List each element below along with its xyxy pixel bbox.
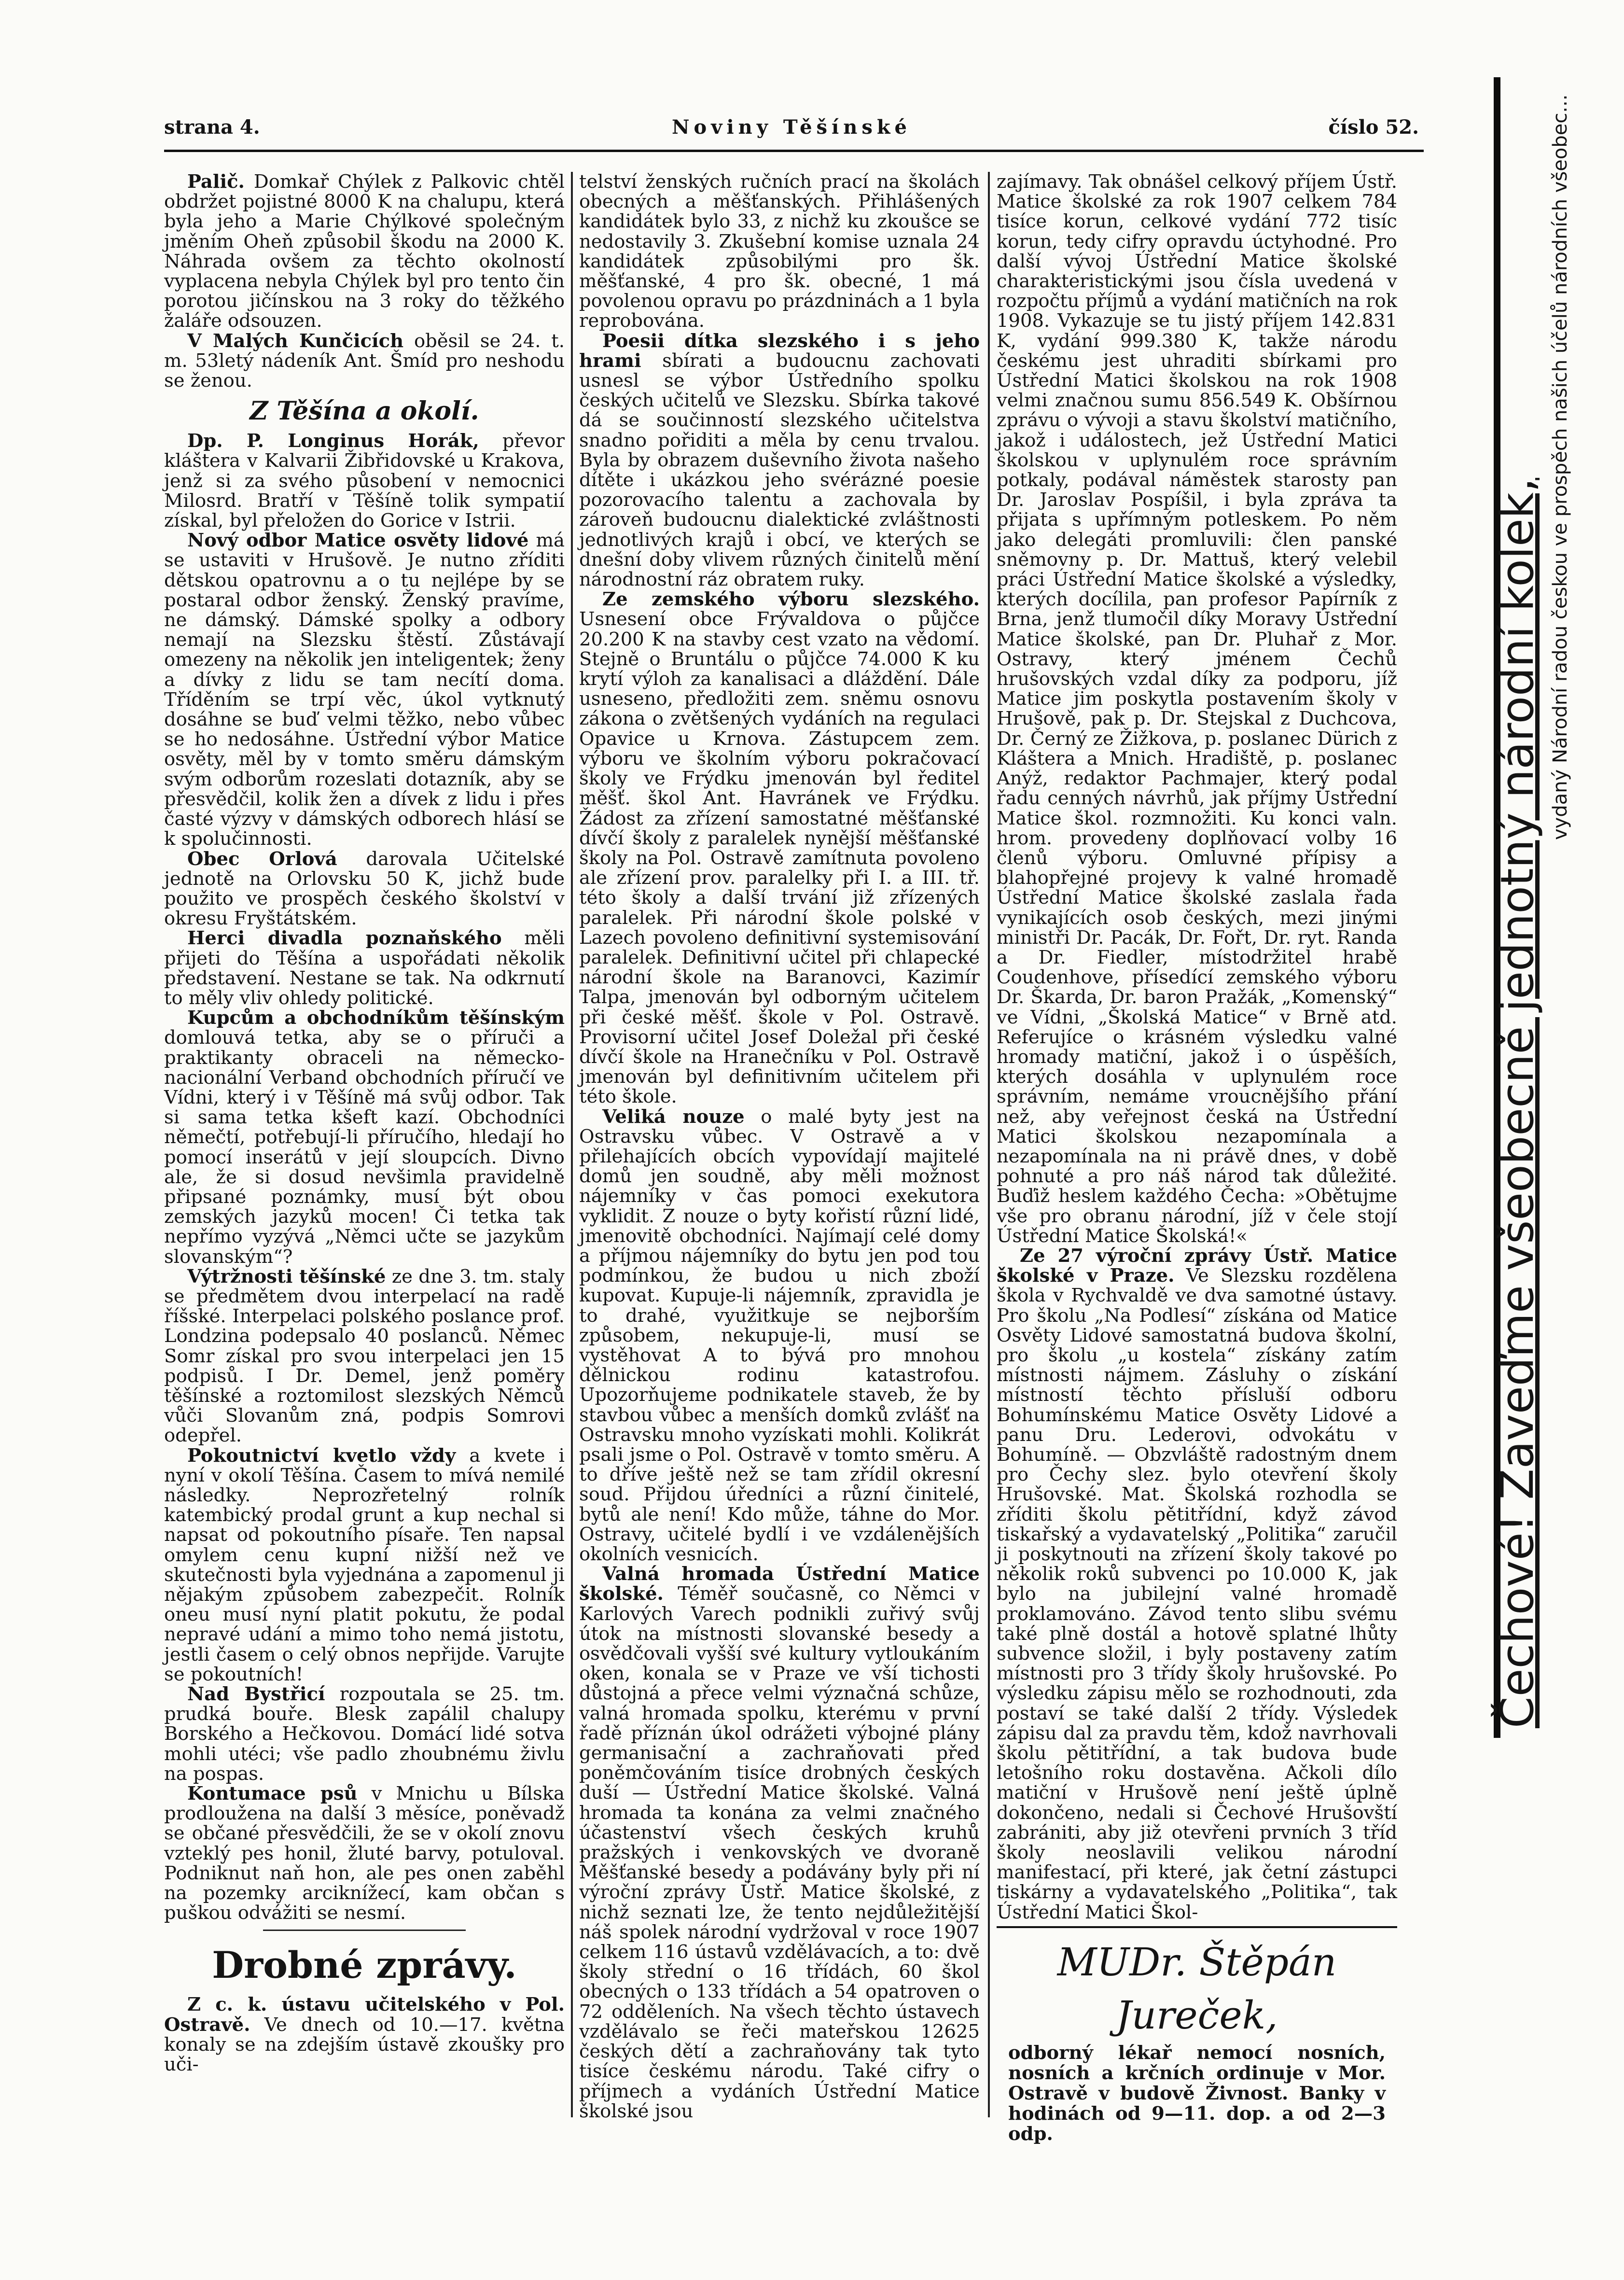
article-lead: Výtržnosti těšínské <box>187 1265 386 1287</box>
article-lead: Palič. <box>187 171 245 193</box>
article-lead: Kupcům a obchodníkům těšínským <box>187 1007 565 1029</box>
ad-body: odborný lékař nemocí nosních, nosních a krčních ordinuje v Mor. Ostravě v budově Živnost. Banky v hodinách od 9—11. dop. a od 2—3 odp. <box>1008 2042 1386 2145</box>
article-body: Ve Slezsku rozdělena škola v Rychvaldě ve dva samotné ústavy. Pro školu „Na Podlesí“ získána od Matice Osvěty Lidové samostatná budova školní, pro školu „u kostela“ získány zatím místnosti nájmem. Zásluhy o získání místností těchto přísluší odboru Bohumínskému Matice Osvěty Lidové a panu Dru. Lederovi, odvokátu v Bohumíně. — Obzvláště radostným dnem pro Čechy slez. bylo otevření školy Hrušovské. Mat. Školská rozhodla se zříditi školu pětitřídní, když závod tiskařský a vydavatelský „Politika“ zaručil ji poskytnouti na zřízení školy takové po několik roků subvenci po 10.000 K, jak bylo na jubilejní valné hromadě proklamováno. Závod tento slibu svému také plně dostál a hotově splatné lhůty subvence složil, i byly postaveny zatím místnosti pro 3 třídy školy hrušovské. Po výsledku zápisu mělo se rozhodnouti, zda postaví se také další 2 třídy. Výsledek zápisu dal za pravdu těm, kdož navrhovali školu pětitřídní, a tak budova bude letošního roku dostavěna. Ačkoli dílo matiční v Hrušově není ještě úplně dokončeno, nedali si Čechové Hrušovští zabrániti, aby již otevřeni prvních 3 tříd školy neoslavili velikou národní manifestací, při které, jak četní zástupci tiskárny a vydavatelského „Politika“, tak Ústřední Matici Škol- <box>997 1265 1397 1923</box>
slogan-text: Čechové! Zaveďme všeobecně jednotný národní kolek, <box>1491 477 1544 1728</box>
section-heading: Z Těšína a okolí. <box>250 396 479 426</box>
article-lead: Obec Orlová <box>187 848 337 870</box>
advertisement <box>997 1936 1397 2145</box>
article-body: rozpoutala se 25. tm. prudká bouře. Blesk zapálil chalupy Borského a Hečkovou. Domácí lidé sotva mohli utéci; vše padlo zhoubnému živlu na pospas. <box>164 1683 565 1785</box>
article-lead: Pokoutnictví kvetlo vždy <box>187 1444 456 1467</box>
article-lead: Kontumace psů <box>187 1783 358 1805</box>
article-body: a kvete i nyní v okolí Těšína. Časem to mívá nemilé následky. Neprozřetelný rolník katembický prodal grunt a kup nechal si napsat od pokoutního písaře. Ten napsal omylem cenu kupní nižší než ve skutečnosti byla vyjednána a zapomenul ji nějakým způsobem zabezpečit. Rolník oneu musí nyní platit pokutu, že podal nepravé udání a mimo toho nemá jistotu, jestli časem o celý obnos nepřijde. Varujte se pokoutních! <box>164 1444 565 1685</box>
article-body: Téměř současně, co Němci v Karlových Varech podnikli zuřivý svůj útok na místnosti slovanské besedy a osvědčovali vyšší své kultury vytloukáním oken, konala se v Praze ve vší tichosti důstojná a přece velmi význačná schůze, valná hromada spolku, kterému v první řadě příznán úkol odrážeti výbojné plány germanisační a zachraňovati před poněmčováním tisíce drobných českých duší — Ústřední Matice školské. Valná hromada ta konána za velmi značného účastenství všech českých kruhů pražských i venkovských ve dvoraně Měšťanské besedy a podávány byly při ní výroční zprávy Ústř. Matice školské, z nichž seznati lze, že tento nejdůležitější náš spolek národní vydržoval v roce 1907 celkem 116 ústavů vzdělávacích, a to: dvě školy střední o 16 třídách, 60 škol obecných o 133 třídách a 54 opatroven o 72 odděleních. Na všech těchto ústavech vzdělávalo se řeči mateřskou 12625 českých dětí a zachraňovány tak tyto tisíce českému národu. Také cifry o příjmech a vydáních Ústřední Matice školské jsou <box>579 1583 980 2122</box>
article-lead: Ze 27 výroční zprávy Ústř. Matice školské v Praze. <box>997 1245 1397 1287</box>
article-lead: Nový odbor Matice osvěty lidové <box>187 530 529 552</box>
article-lead: Veliká nouze <box>602 1105 745 1128</box>
ad-text <box>1008 2043 1386 2144</box>
header-rule <box>164 150 1424 152</box>
article-body: ze dne 3. tm. staly se předmětem dvou interpelací na radě říšské. Interpelaci polského poslance prof. Londzina podepsalo 40 poslanců. Němec Somr získal pro svou interpelaci jen 15 podpisů. I Dr. Demel, jenž poměry těšínské a roztomilost slezských Němců vůči Slovanům zná, podpis Somrovi odepřel. <box>164 1265 565 1447</box>
article-lead: V Malých Kunčicích <box>187 330 404 352</box>
article-body: darovala Učitelské jednotě na Orlovsku 50 K, jichž bude použito ve prospěch českého školství v okresu Fryštátském. <box>164 848 565 930</box>
ad-doctor-name: MUDr. Štěpán Jureček, <box>1057 1940 1337 2038</box>
article-body: v Mnichu u Bílska prodloužena na další 3 měsíce, poněvadž se občané přesvědčili, že se v okolí znovu vzteklý pes honil, žluté barvy, potuloval. Podniknut naň hon, ale pes onen zaběhl na pozemky arciknížecí, kam občan s puškou odvážiti se nesmí. <box>164 1783 565 1924</box>
article-lead: Ze zemského výboru slezského. <box>602 588 980 611</box>
column-1 <box>164 172 565 2108</box>
article-body: o malé byty jest na Ostravsku vůbec. V Ostravě a v přilehajících obcích vypovídají majitelé domů jen soudně, aby měli možnost nájemníky v čas pomoci exekutora vyklidit. Z nouze o byty kořistí různí lidé, jmenovitě obchodníci. Najímají celé domy a příjmou nájemníky do bytu jen pod tou podmínkou, že budou u nich zboží kupovat. Kupuje-li nájemník, zpravidla je to drahé, využitkuje se nejborším způsobem, nekupuje-li, musí se vystěhovat A to bývá pro mnohou dělnickou rodinu katastrofou. Upozorňujeme podnikatele staveb, že by stavbou vůbec a menších domků zvlášť na Ostravsku mnoho vyzískati mohli. Kolikrát psali jsme o Pol. Ostravě v tomto směru. A to dříve ještě než se tam zřídil okresní soud. Přijdou úředníci a různí činitelé, bytů ale není! Kdo může, táhne do Mor. Ostravy, učitelé bydlí i ve vzdálenějších okolních vesnicích. <box>579 1105 980 1566</box>
article <box>164 331 565 391</box>
article <box>164 1267 565 1446</box>
article <box>579 1564 980 2121</box>
page-header <box>164 116 1419 145</box>
article-body: Ve dnech od 10.—17. května konaly se na zdejším ústavě zkoušky pro uči- <box>164 2014 565 2076</box>
article-body: převor kláštera v Kalvarii Žibřidovské u Krakova, jenž si za svého působení v nemocnici Milosrd. Bratří v Těšíně tolik sympatií získal, byl přeložen do Gorice v Istrii. <box>164 430 565 532</box>
article <box>164 1995 565 2074</box>
article-body: Domkař Chýlek z Palkovic chtěl obdržet pojistné 8000 K na chalupu, která byla jeho a Marie Chýlkové společným jměním Oheň způsobil škodu na 2000 K. Náhrada ovšem za těchto okolností vyplacena nebyla Chýlek byl pro tento čin porotou jičínskou na 3 roky do těžkého žaláře odsouzen. <box>164 171 565 332</box>
issue-number: číslo 52. <box>1328 116 1419 139</box>
article <box>164 849 565 929</box>
article <box>997 1246 1397 1922</box>
article-lead: Dp. P. Longinus Horák, <box>187 430 479 452</box>
column-rule <box>988 172 990 2117</box>
article-body: domlouvá tetka, aby se o příruči a praktikanty obraceli na německo-nacionální Verband obchodních příručí ve Vídni, který i v Těšíně má svůj odbor. Tak si sama tetka kšeft kazí. Obchodníci němečtí, potřebují-li příručího, hledají ho pomocí inserátů v její sloupcích. Divno ale, že si dosud nevšimla pravidelně připsané poznámky, musí být obou zemských jazyků mocen! Či tetka tak nepřímo vyzývá „Němci učte se jazykům slovanským“? <box>164 1027 565 1268</box>
article <box>164 531 565 849</box>
column-2 <box>579 171 980 2122</box>
slogan-note: vydaný Národní radou českou ve prospěch našich účelů národních všeobec... <box>1549 94 1571 840</box>
divider <box>263 1930 466 1931</box>
article-lead: Z c. k. ústavu učitelského v Pol. Ostravě. <box>164 1994 565 2036</box>
article <box>579 331 980 590</box>
article <box>164 1008 565 1267</box>
article <box>579 589 980 1106</box>
article-lead: Herci divadla poznaňského <box>187 927 502 950</box>
newspaper-title: Noviny Těšínské <box>671 116 912 139</box>
article-lead: Poesii dítka slezského i s jeho hrami <box>579 330 980 372</box>
section-heading-drobne: Drobné zprávy. <box>212 1944 517 1987</box>
ad-rule <box>997 1926 1397 1928</box>
article-body: sbírati a budoucnu zachovati usnesl se výbor Ústředního spolku českých učitelů ve Slezsku. Sbírka takové dá se součinností slezského učitelstva snadno pořiditi a měla by cenu trvalou. Byla by obrazem duševního života našeho dítěte i ukázkou jeho svérázné poesie pozorovacího talentu a zachovala by zároveň budoucnu dialektické zvláštnosti jednotlivých krajů i obcí, ve kterých se dnešní doby vlivem různých činitelů mění národnostní ráz obratem ruky. <box>579 350 980 591</box>
column-rule <box>571 172 573 2117</box>
article <box>579 1107 980 1565</box>
article-continuation: telství ženských ručních prací na školách obecných a měšťanských. Přihlášených kandidátek bylo 33, z nichž ku zkoušce se nedostavily 3. Zkušební komise uznala 24 kandidátek způsobilými pro šk. měšťanské, 4 pro šk. obecné, 1 má povolenou opravu po prázdninách a 1 byla reprobována. <box>579 171 980 332</box>
article-body: měli přijeti do Těšína a uspořádati několik představení. Nestane se tak. Na odkrnutí to měly vliv ohledy politické. <box>164 927 565 1009</box>
article <box>164 1784 565 1923</box>
article <box>164 431 565 531</box>
article <box>164 928 565 1008</box>
article-body: Usnesení obce Frývaldova o půjčce 20.200 K na stavby cest vzato na vědomí. Stejně o Bruntálu o půjčce 74.000 K ku krytí výloh za kanalisaci a dláždění. Dále usneseno, předložiti zem. sněmu osnovu zákona o zvětšených vydáních na regulaci Opavice u Krnova. Zástupcem zem. výboru ve školním výboru pokračovací školy ve Frýdku jmenován byl ředitel měšť. škol Ant. Havránek ve Frýdku. Žádost za zřízení samostatné měšťanské dívčí školy z paralelek nynější měšťanské školy na Pol. Ostravě zamítnuta povoleno ale zřízení prov. paralelky při I. a III. tř. této školy a další trvání již zřízených paralelek. Při národní škole polské v Lazech povoleno definitivní systemisování paralelek. Definitivní učitel při chlapecké národní škole na Baranovci, Kazimír Talpa, jmenován byl odborným učitelem při české měšť. škole v Pol. Ostravě. Provisorní učitel Josef Doležal při české dívčí škole na Hranečníku v Pol. Ostravě jmenován byl definitivním učitelem při této škole. <box>579 608 980 1108</box>
article-lead: Valná hromada Ústřední Matice školské. <box>579 1563 980 1605</box>
article-continuation: zajímavy. Tak obnášel celkový příjem Ústř. Matice školské za rok 1907 celkem 784 tisíce korun, celkové vydání 772 tisíc korun, tedy cifry opravdu úctyhodné. Pro další vývoj Ústřední Matice školské charakteristickými jsou čísla uvedená v rozpočtu příjmů a vydání matičních na rok 1908. Vykazuje se tu jistý příjem 142.831 K, vydání 999.380 K, takže národu českému jest uhraditi sbírkami pro Ústřední Matici školskou na rok 1908 velmi značnou sumu 856.549 K. Obšírnou zprávu o vývoji a stavu školství matičního, jakož i událostech, jež Ústřední Matici školskou v uplynulém roce správním potkaly, podával náměstek starosty pan Dr. Jaroslav Pospíšil, i byla zpráva ta přijata s upřímným potleskem. Po něm jako delegáti promluvili: člen panské sněmovny p. Dr. Mattuš, který velebil práci Ústřední Matice školské a výsledky, kterých docílila, pan profesor Papírník z Brna, jenž tlumočil díky Moravy Ústřední Matice školské, pan Dr. Pluhař z Mor. Ostravy, který jménem Čechů hrušovských vzdal díky za podporu, jíž Matice jim poskytla postavením školy v Hrušově, pak p. Dr. Stejskal z Duchcova, Dr. Černý ze Žižkova, p. poslanec Dürich z Kláštera a Mnich. Hradiště, p. poslanec Anýž, redaktor Pachmajer, který podal řadu cenných návrhů, jak příjmy Ústřední Matice škol. rozmnožiti. Ku konci valn. hrom. provedeny doplňovací volby 16 členů výboru. Omluvné přípisy a blahopřejné projevy k valné hromadě Ústřední Matice školské zaslala řada vynikajících osob českých, mezi jinými ministři Dr. Pacák, Dr. Fořt, Dr. ryt. Randa a Dr. Fiedler, místodržitel hrabě Coudenhove, přísedící zemského výboru Dr. Škarda, Dr. baron Pražák, „Komenský“ ve Vídni, „Školská Matice“ v Brně atd. Referujíce o krásném výsledku valné hromady matiční, jakož i o úspěších, kterých dosáhla v uplynulém roce správním, nemáme vroucnějšího přání než, aby veřejnost česká na Ústřední Matici školskou nezapomínala a nezapomínala na ni právě dnes, v době pohnuté a pro náš národ tak důležité. Buďiž heslem každého Čecha: »Obětujme vše pro obranu národní, jíž v čele stojí Ústřední Matice Školská!« <box>997 171 1397 1247</box>
article <box>164 172 565 331</box>
page-number: strana 4. <box>164 116 260 139</box>
article-lead: Nad Bystřicí <box>187 1683 325 1706</box>
article-body: oběsil se 24. t. m. 53letý nádeník Ant. Šmíd pro neshodu se ženou. <box>164 330 565 392</box>
article <box>164 1446 565 1684</box>
margin-slogan <box>1491 94 1588 1728</box>
article-body: má se ustaviti v Hrušově. Je nutno zříditi dětskou opatrovnu a o tu nejlépe by se postaral odbor ženský. Ženský pravíme, ne dámský. Dámské spolky a odbory nemají na Slezsku štěstí. Zůstávají omezeny na několik jen inteligentek; ženy a dívky z lidu se tam necítí doma. Tříděním se trpí věc, úkol vytknutý dosáhne se buď velmi těžko, nebo vůbec se ho nedosáhne. Ústřední výbor Matice osvěty, měl by v tomto směru dámským svým odborům rozeslati dotazník, aby se přesvědčil, kolik žen a dívek z lidu i přes časté výzvy v dámských odborech hlásí se k spolučinnosti. <box>164 530 565 850</box>
article <box>164 1684 565 1784</box>
column-3 <box>997 172 1397 1929</box>
